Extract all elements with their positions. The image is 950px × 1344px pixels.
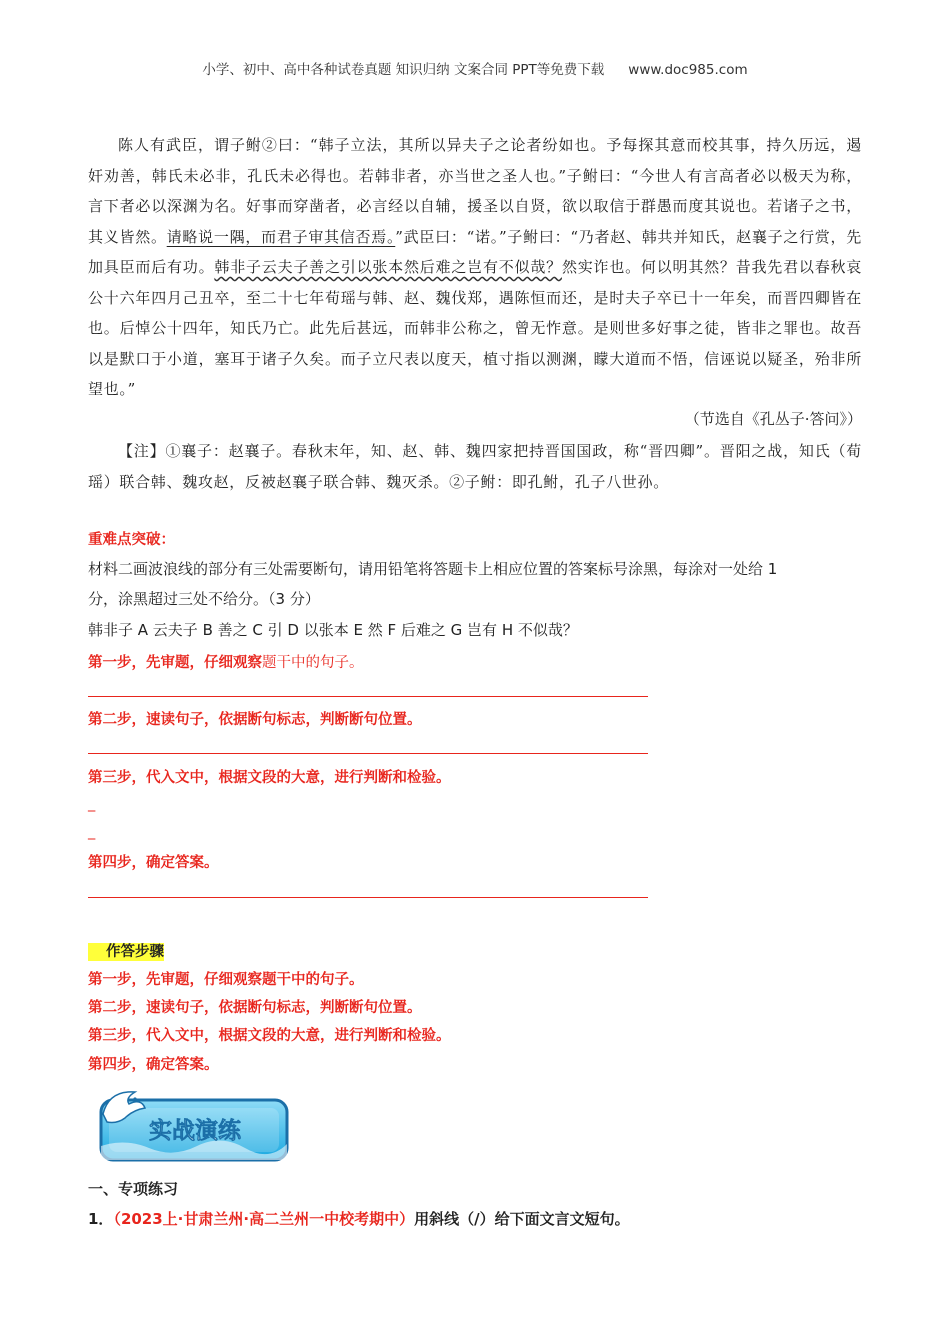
answer-step-1: 第一步，先审题，仔细观察题干中的句子。 [88,972,364,988]
practice-badge [95,1088,291,1164]
passage-text-a: 陈人有武臣，谓子鲋②曰：“韩子立法，其所以异夫子之论者纷如也。予每探其意而校其事，持久历远，遏奸劝善，韩氏未必非，孔氏未必得也。若韩非者，亦当世之圣人也。”子鲋曰：“今世人有言高者必以极天为称，言下者必以深渊为名。好事而穿凿者，必言经以自辅，援圣以自贤，欲以取信于群愚而度其说也。若诸子之书，其义皆然。 [88,136,862,246]
answer-step-4: 第四步，确定答案。 [88,1057,219,1073]
question-line-2: 分，涂黑超过三处不给分。（3 分） [88,590,320,608]
question-number: 1． [88,1210,114,1228]
answer-line-3 [88,897,648,898]
question-source: （2023上·甘肃兰州·高二兰州一中校考期中） [113,1210,415,1228]
step-4: 第四步，确定答案。 [88,855,219,871]
answer-step-3: 第三步，代入文中，根据文段的大意，进行判断和检验。 [88,1028,451,1044]
question-line-3: 韩非子 A 云夫子 B 善之 C 引 D 以张本 E 然 F 后难之 G 岂有 H 不似哉？ [88,621,578,639]
passage-text-c: 然实诈也。何以明其然？昔我先君以春秋哀公十六年四月己丑卒，至二十七年荀瑶与韩、赵、魏伐郑，遇陈恒而还，是时夫子卒已十一年矣，而晋四卿皆在也。后悼公十四年，知氏乃亡。此先后甚远，而韩非公称之，曾无怍意。是则世多好事之徒，皆非之罪也。故吾以是默口于小道，塞耳于诸子久矣。而子立尺表以度天，植寸指以测渊，矇大道而不悟，信诬说以疑圣，殆非所望也。” [88,258,862,398]
annotation-note [88,436,862,498]
dolphin-badge-icon [95,1088,291,1164]
answer-dash-2: _ [88,824,96,840]
note-label: 【注】 [118,442,166,460]
answer-line-1 [88,696,648,697]
badge-label: 实战演练 [149,1118,241,1144]
question-line-1: 材料二画波浪线的部分有三处需要断句，请用铅笔将答题卡上相应位置的答案标号涂黑，每涂对一处给 1 [88,560,778,578]
underlined-sentence: 请略说一隅，而君子审其信否焉。 [166,227,396,246]
practice-question [88,1208,630,1229]
answer-step-2: 第二步，速读句子，依据断句标志，判断断句位置。 [88,1000,422,1016]
header-text: 小学、初中、高中各种试卷真题 知识归纳 文案合同 PPT等免费下载 [202,62,605,78]
answer-dash-1: _ [88,796,96,812]
answer-steps-title [88,940,164,961]
passage-source: （节选自《孔丛子·答问》） [684,410,862,428]
note-text: ①襄子：赵襄子。春秋末年，知、赵、韩、魏四家把持晋国国政，称“晋四卿”。晋阳之战，知氏（荀瑶）联合韩、魏攻赵，反被赵襄子联合韩、魏灭杀。②子鲋：即孔鲋，孔子八世孙。 [88,442,863,491]
classical-passage [88,130,862,405]
step-1-rest: 题干中的句子。 [262,655,364,671]
step-2: 第二步，速读句子，依据断句标志，判断断句位置。 [88,712,422,728]
passage-text-b: ”武臣曰：“诺。”子鲋曰：“乃者赵、韩共并知氏，赵襄子之行赏，先加具臣而后有功。 [88,227,862,276]
step-3: 第三步，代入文中，根据文段的大意，进行判断和检验。 [88,770,451,786]
page-header [0,58,950,78]
wavy-underlined-sentence: 韩非子云夫子善之引以张本然后难之岂有不似哉？ [214,258,562,276]
practice-section-title: 一、专项练习 [88,1180,179,1198]
passage-paragraph [88,130,862,405]
question-text: 用斜线（/）给下面文言文短句。 [414,1210,630,1228]
header-url[interactable]: www.doc985.com [628,62,748,78]
answer-steps-title-text: 作答步骤 [88,943,164,961]
step-1 [88,651,364,672]
breakthrough-title: 重难点突破： [88,532,175,548]
step-1-bold: 第一步，先审题，仔细观察 [88,655,262,671]
answer-line-2 [88,753,648,754]
